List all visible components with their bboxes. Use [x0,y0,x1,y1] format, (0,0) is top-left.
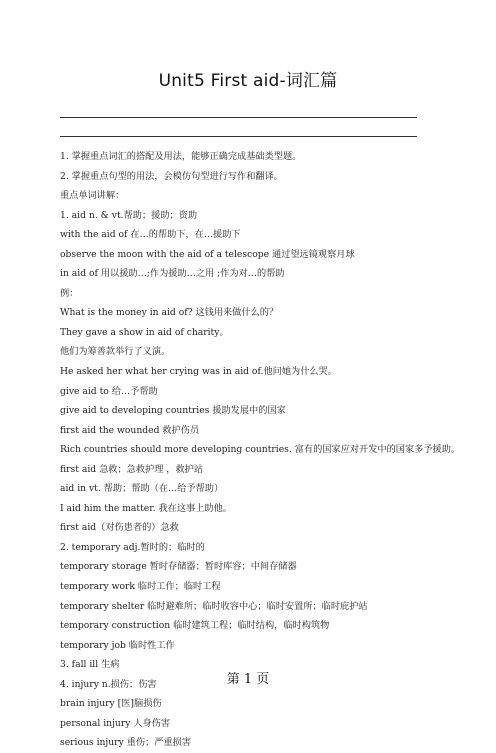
text-line: temporary job 临时性工作 [60,639,175,651]
text-line: give aid to 给…予帮助 [60,385,158,397]
text-line: first aid（对伤患者的）急救 [60,522,179,534]
text-line: 1. 掌握重点词汇的搭配及用法，能够正确完成基础类型题。 [60,151,302,162]
text-line: 重点单词讲解： [60,190,125,202]
text-line: temporary storage 暂时存储器；暂时库容；中间存储器 [60,561,297,573]
divider-line-2 [60,136,417,137]
text-line: aid in vt. 帮助；帮助（在…给予帮助） [60,483,224,495]
text-line: 1. aid n. & vt.帮助；援助；资助 [60,209,198,221]
text-line: 4. injury n.损伤；伤害 [60,678,157,690]
text-line: 2. temporary adj.暂时的；临时的 [60,541,205,553]
text-line: with the aid of 在…的帮助下，在…援助下 [60,229,241,241]
text-line: temporary work 临时工作；临时工程 [60,581,221,593]
text-line: personal injury 人身伤害 [60,717,171,729]
text-line: in aid of 用以援助…;作为援助…之用 ;作为对…的帮助 [60,268,285,280]
text-line: give aid to developing countries 援助发展中的国家 [60,405,286,417]
text-line: serious injury 重伤；严重损害 [60,737,192,749]
document-body [60,147,461,753]
text-line: 例： [60,287,79,299]
text-line: brain injury [医]脑损伤 [60,698,162,710]
text-line: first aid the wounded 救护伤员 [60,424,200,436]
text-line: first aid 急救；急救护理 ，救护站 [60,463,204,475]
text-line: What is the money in aid of? 这钱用来做什么的？ [60,307,279,319]
page-title: Unit5 First aid-词汇篇 [158,71,338,91]
page-footer: 第 1 页 [226,672,270,687]
divider-line-1 [60,117,417,118]
text-line: temporary shelter 临时避难所；临时收容中心；临时安置所；临时庇护站 [60,600,368,612]
text-line: temporary construction 临时建筑工程；临时结构，临时构筑物 [60,620,330,632]
text-line: observe the moon with the aid of a telescope 通过望远镜观察月球 [60,248,355,260]
text-line: Rich countries should more developing countries. 富有的国家应对开发中的国家多予援助。 [60,444,461,456]
text-line: 3. fall ill 生病 [60,659,120,671]
text-line: 他们为筹善款举行了义演。 [60,346,171,358]
text-line: He asked her what her crying was in aid of.他问她为什么哭。 [60,366,337,378]
text-line: I aid him the matter. 我在这事上助他。 [60,502,232,514]
text-line: 2. 掌握重点句型的用法，会模仿句型进行写作和翻译。 [60,170,283,182]
text-line: They gave a show in aid of charity。 [60,326,229,338]
